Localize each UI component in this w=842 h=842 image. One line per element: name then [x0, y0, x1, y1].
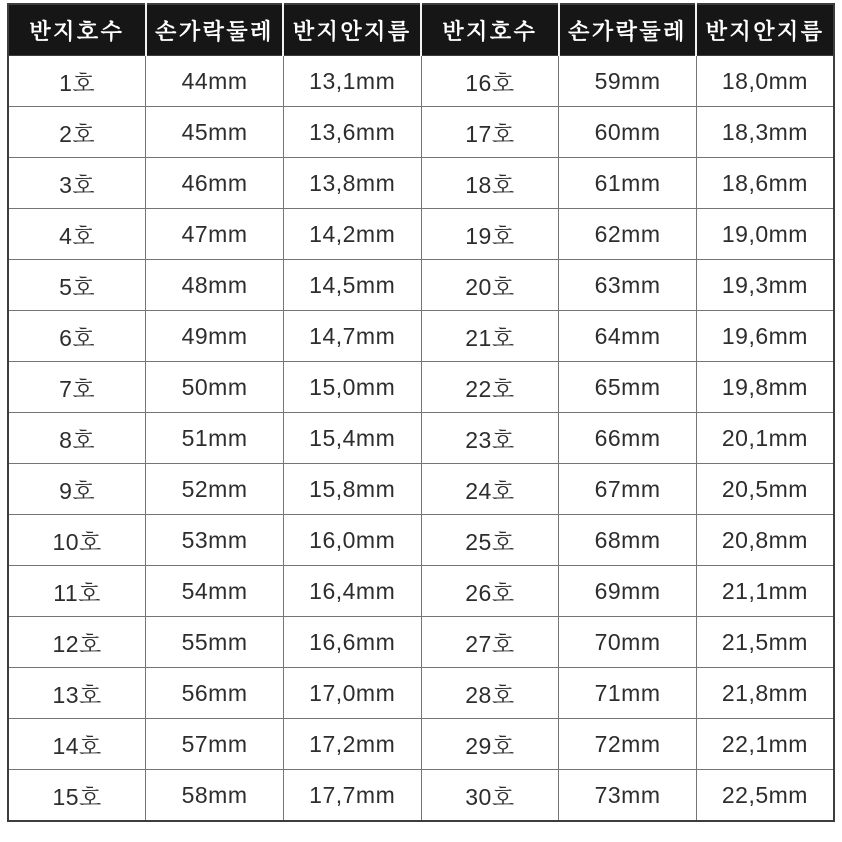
table-row [8, 311, 834, 362]
ring-size-cell: 30호 [421, 770, 559, 822]
diameter-cell: 19,6mm [696, 311, 834, 362]
circumference-cell: 56mm [146, 668, 284, 719]
ring-size-cell: 7호 [8, 362, 146, 413]
ring-size-cell: 23호 [421, 413, 559, 464]
ring-size-cell: 10호 [8, 515, 146, 566]
diameter-cell: 20,8mm [696, 515, 834, 566]
circumference-cell: 63mm [559, 260, 697, 311]
diameter-cell: 17,2mm [283, 719, 421, 770]
diameter-cell: 16,4mm [283, 566, 421, 617]
ring-size-cell: 28호 [421, 668, 559, 719]
ring-size-cell: 13호 [8, 668, 146, 719]
diameter-cell: 18,3mm [696, 107, 834, 158]
circumference-cell: 60mm [559, 107, 697, 158]
table-row [8, 515, 834, 566]
diameter-cell: 15,8mm [283, 464, 421, 515]
diameter-cell: 15,0mm [283, 362, 421, 413]
ring-size-cell: 11호 [8, 566, 146, 617]
circumference-cell: 65mm [559, 362, 697, 413]
circumference-cell: 66mm [559, 413, 697, 464]
table-row [8, 209, 834, 260]
ring-size-cell: 9호 [8, 464, 146, 515]
column-header-circumference-right: 손가락둘레 [559, 4, 697, 56]
column-header-ring-size-right: 반지호수 [421, 4, 559, 56]
diameter-cell: 14,7mm [283, 311, 421, 362]
circumference-cell: 46mm [146, 158, 284, 209]
diameter-cell: 13,1mm [283, 56, 421, 107]
diameter-cell: 17,7mm [283, 770, 421, 822]
circumference-cell: 54mm [146, 566, 284, 617]
table-row [8, 362, 834, 413]
ring-size-cell: 8호 [8, 413, 146, 464]
ring-size-cell: 14호 [8, 719, 146, 770]
ring-size-cell: 24호 [421, 464, 559, 515]
table-row [8, 770, 834, 822]
diameter-cell: 20,5mm [696, 464, 834, 515]
table-row [8, 107, 834, 158]
ring-size-cell: 20호 [421, 260, 559, 311]
column-header-diameter-right: 반지안지름 [696, 4, 834, 56]
ring-size-cell: 18호 [421, 158, 559, 209]
table-row [8, 56, 834, 107]
circumference-cell: 47mm [146, 209, 284, 260]
table-row [8, 260, 834, 311]
ring-size-chart [7, 3, 835, 822]
circumference-cell: 64mm [559, 311, 697, 362]
circumference-cell: 72mm [559, 719, 697, 770]
circumference-cell: 68mm [559, 515, 697, 566]
circumference-cell: 59mm [559, 56, 697, 107]
circumference-cell: 53mm [146, 515, 284, 566]
ring-size-cell: 5호 [8, 260, 146, 311]
ring-size-cell: 17호 [421, 107, 559, 158]
table-row [8, 413, 834, 464]
diameter-cell: 17,0mm [283, 668, 421, 719]
table-row [8, 566, 834, 617]
ring-size-cell: 12호 [8, 617, 146, 668]
circumference-cell: 44mm [146, 56, 284, 107]
column-header-circumference-left: 손가락둘레 [146, 4, 284, 56]
column-header-ring-size-left: 반지호수 [8, 4, 146, 56]
diameter-cell: 13,8mm [283, 158, 421, 209]
ring-size-cell: 25호 [421, 515, 559, 566]
table-row [8, 464, 834, 515]
table-body [8, 56, 834, 822]
diameter-cell: 13,6mm [283, 107, 421, 158]
diameter-cell: 22,1mm [696, 719, 834, 770]
diameter-cell: 14,5mm [283, 260, 421, 311]
circumference-cell: 71mm [559, 668, 697, 719]
circumference-cell: 58mm [146, 770, 284, 822]
ring-size-table [7, 3, 835, 822]
circumference-cell: 45mm [146, 107, 284, 158]
diameter-cell: 19,3mm [696, 260, 834, 311]
circumference-cell: 48mm [146, 260, 284, 311]
circumference-cell: 69mm [559, 566, 697, 617]
diameter-cell: 14,2mm [283, 209, 421, 260]
ring-size-cell: 2호 [8, 107, 146, 158]
ring-size-cell: 27호 [421, 617, 559, 668]
diameter-cell: 21,5mm [696, 617, 834, 668]
ring-size-cell: 21호 [421, 311, 559, 362]
diameter-cell: 22,5mm [696, 770, 834, 822]
diameter-cell: 16,0mm [283, 515, 421, 566]
diameter-cell: 21,1mm [696, 566, 834, 617]
diameter-cell: 16,6mm [283, 617, 421, 668]
circumference-cell: 73mm [559, 770, 697, 822]
header-row [8, 4, 834, 56]
circumference-cell: 57mm [146, 719, 284, 770]
diameter-cell: 18,0mm [696, 56, 834, 107]
diameter-cell: 20,1mm [696, 413, 834, 464]
ring-size-cell: 19호 [421, 209, 559, 260]
diameter-cell: 19,8mm [696, 362, 834, 413]
table-row [8, 668, 834, 719]
circumference-cell: 55mm [146, 617, 284, 668]
circumference-cell: 51mm [146, 413, 284, 464]
circumference-cell: 67mm [559, 464, 697, 515]
ring-size-cell: 22호 [421, 362, 559, 413]
ring-size-cell: 16호 [421, 56, 559, 107]
circumference-cell: 50mm [146, 362, 284, 413]
ring-size-cell: 15호 [8, 770, 146, 822]
table-row [8, 719, 834, 770]
diameter-cell: 15,4mm [283, 413, 421, 464]
table-row [8, 158, 834, 209]
circumference-cell: 52mm [146, 464, 284, 515]
diameter-cell: 19,0mm [696, 209, 834, 260]
diameter-cell: 18,6mm [696, 158, 834, 209]
ring-size-cell: 29호 [421, 719, 559, 770]
ring-size-cell: 1호 [8, 56, 146, 107]
circumference-cell: 49mm [146, 311, 284, 362]
ring-size-cell: 3호 [8, 158, 146, 209]
circumference-cell: 70mm [559, 617, 697, 668]
circumference-cell: 61mm [559, 158, 697, 209]
ring-size-cell: 26호 [421, 566, 559, 617]
ring-size-cell: 4호 [8, 209, 146, 260]
circumference-cell: 62mm [559, 209, 697, 260]
ring-size-cell: 6호 [8, 311, 146, 362]
table-row [8, 617, 834, 668]
column-header-diameter-left: 반지안지름 [283, 4, 421, 56]
diameter-cell: 21,8mm [696, 668, 834, 719]
